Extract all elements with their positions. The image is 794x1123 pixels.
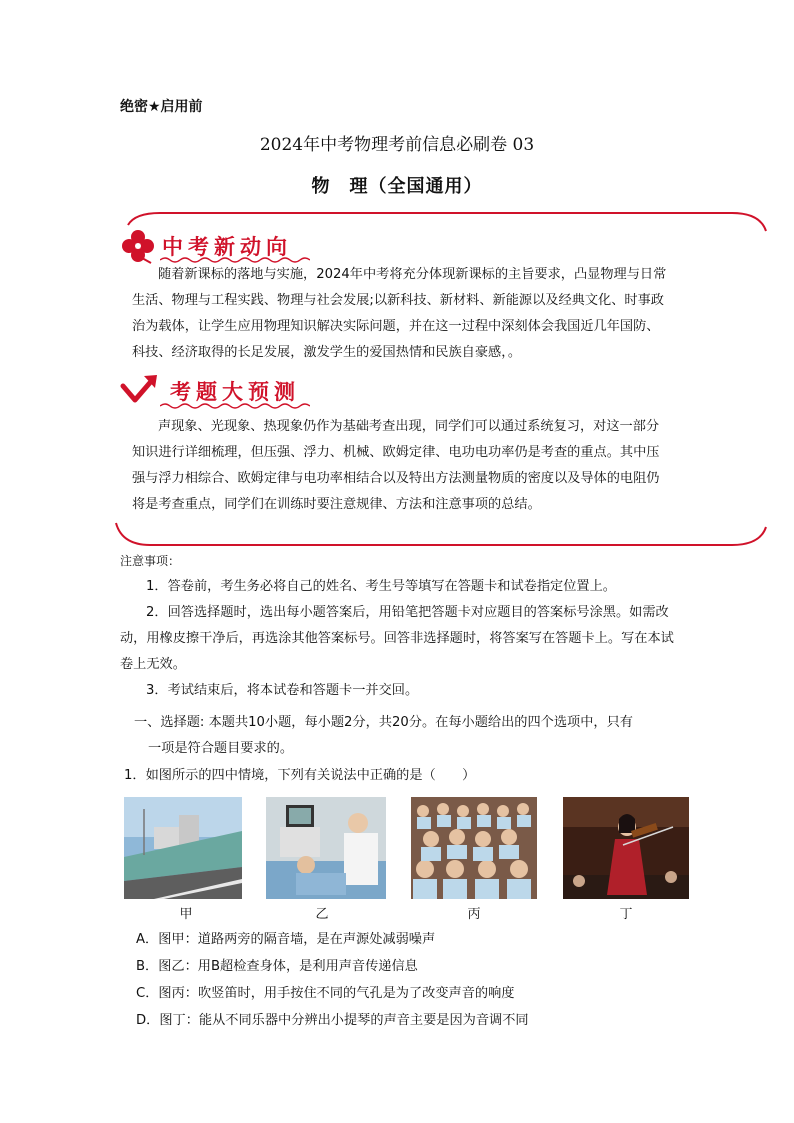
section-instructions-line1: 一、选择题: 本题共10小题，每小题2分，共20分。在每小题给出的四个选项中，只有 bbox=[134, 715, 633, 730]
exam-notes bbox=[120, 548, 680, 704]
photo-recorder-players bbox=[411, 797, 537, 899]
photo-ultrasound-exam bbox=[266, 797, 386, 899]
photo-caption: 丙 bbox=[467, 907, 481, 922]
notes-title: 注意事项： bbox=[120, 554, 181, 568]
option-c: C．图丙：吹竖笛时，用手按住不同的气孔是为了改变声音的响度 bbox=[136, 986, 515, 1001]
section2-text: 声现象、光现象、热现象仍作为基础考查出现，同学们可以通过系统复习，对这一部分知识进行详细梳理，但压强、浮力、机械、欧姆定律、电功电功率仍是考查的重点。其中压强与浮力相综合、欧姆定律与电功率相结合以及特出方法测量物质的密度以及导体的电阻仍将是考查重点，同学们在训练时要注意规律、方法和注意事项的总结。 bbox=[132, 419, 660, 512]
section-heading-label: 考题大预测 bbox=[170, 380, 300, 404]
secret-label: 绝密★启用前 bbox=[120, 99, 203, 115]
option-b: B．图乙：用B超检查身体，是利用声音传递信息 bbox=[136, 959, 418, 974]
photo-sound-barrier bbox=[124, 797, 242, 899]
section-instructions-line2: 一项是符合题目要求的。 bbox=[148, 741, 294, 756]
section1-text: 随着新课标的落地与实施，2024年中考将充分体现新课标的主旨要求，凸显物理与日常生活、物理与工程实践、物理与社会发展;以新科技、新材料、新能源以及经典文化、时事政治为载体，让学生应用物理知识解决实际问题，并在这一过程中深刻体会我国近几年国防、科技、经济取得的长足发展，激发学生的爱国热情和民族自豪感，。 bbox=[132, 267, 667, 360]
section-multiple-choice bbox=[134, 710, 684, 762]
four-leaf-clover-icon bbox=[120, 228, 156, 264]
note-item: 1．答卷前，考生务必将自己的姓名、考生号等填写在答题卡和试卷指定位置上。 bbox=[146, 579, 616, 594]
note-item: 2．回答选择题时，选出每小题答案后，用铅笔把答题卡对应题目的答案标号涂黑。如需改动，用橡皮擦干净后，再选涂其他答案标号。回答非选择题时，将答案写在答题卡上。写在本试卷上无效。 bbox=[120, 605, 674, 672]
photo-caption: 丁 bbox=[619, 907, 633, 922]
section-heading-label: 中考新动向 bbox=[162, 235, 292, 259]
exam-subtitle: 物 理（全国通用） bbox=[311, 176, 483, 197]
photo-caption: 甲 bbox=[179, 907, 193, 922]
trend-arrow-icon bbox=[120, 372, 160, 410]
photo-violinist bbox=[563, 797, 689, 899]
photo-caption: 乙 bbox=[315, 907, 329, 922]
note-item: 3．考试结束后，将本试卷和答题卡一并交回。 bbox=[146, 683, 419, 698]
option-a: A．图甲：道路两旁的隔音墙，是在声源处减弱噪声 bbox=[136, 932, 436, 947]
option-d: D．图丁：能从不同乐器中分辨出小提琴的声音主要是因为音调不同 bbox=[136, 1013, 529, 1028]
wavy-underline bbox=[160, 402, 310, 410]
question-stem: 1．如图所示的四中情境，下列有关说法中正确的是（ ） bbox=[124, 768, 476, 783]
exam-title: 2024年中考物理考前信息必刷卷 03 bbox=[259, 135, 535, 155]
